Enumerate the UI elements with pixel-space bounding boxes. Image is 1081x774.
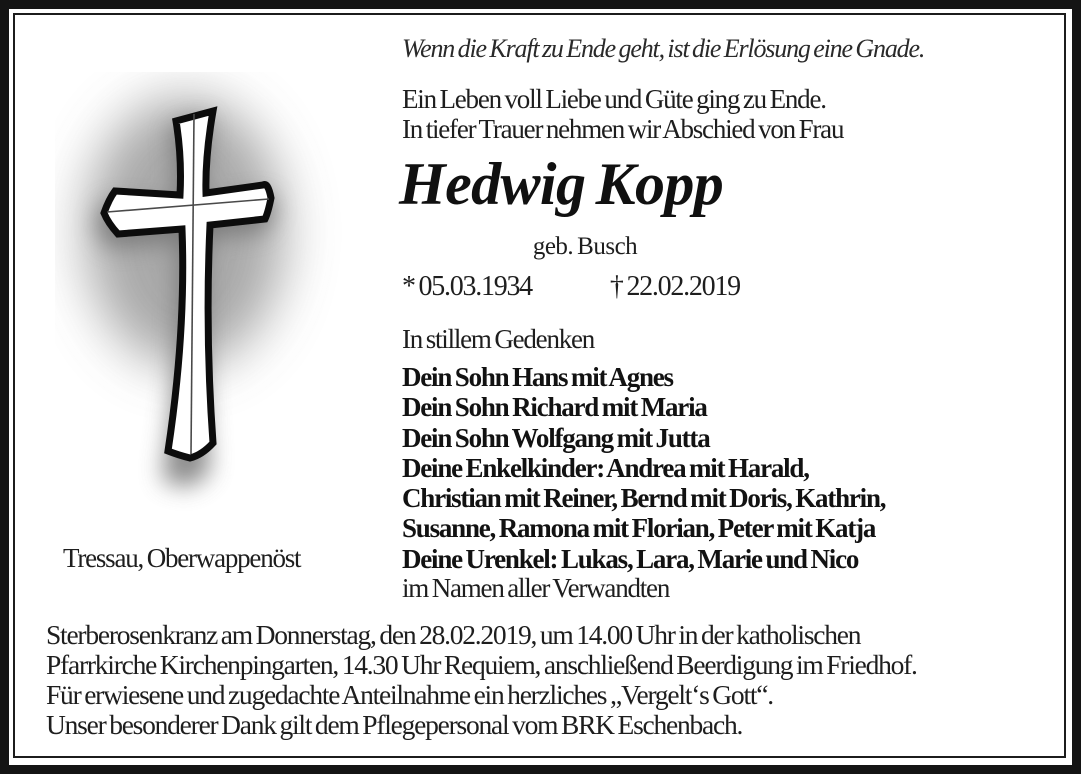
family-list (402, 362, 885, 574)
funeral-line: Für erwiesene und zugedachte Anteilnahme ein herzliches „Vergelt‘s Gott“. (46, 679, 773, 710)
remembrance-line: In stillem Gedenken (402, 324, 595, 354)
maiden-name: geb. Busch (532, 233, 638, 260)
family-line: Dein Sohn Hans mit Agnes (402, 362, 673, 392)
funeral-line: Sterberosenkranz am Donnerstag, den 28.02.2019, um 14.00 Uhr in der katholischen (46, 619, 861, 650)
funeral-details (46, 620, 917, 740)
funeral-line: Pfarrkirche Kirchenpingarten, 14.30 Uhr Requiem, anschließend Beerdigung im Friedhof. (46, 649, 917, 680)
intro-line-2: In tiefer Trauer nehmen wir Abschied von Frau (402, 114, 844, 144)
family-line: Christian mit Reiner, Bernd mit Doris, Kathrin, (402, 483, 886, 514)
death-date: † 22.02.2019 (609, 271, 740, 302)
family-line: Deine Enkelkinder: Andrea mit Harald, (402, 452, 809, 483)
epigraph-quote: Wenn die Kraft zu Ende geht, ist die Erlösung eine Gnade. (402, 34, 925, 63)
family-line: Dein Sohn Wolfgang mit Jutta (402, 422, 710, 453)
funeral-line: Unser besonderer Dank gilt dem Pflegepersonal vom BRK Eschenbach. (46, 709, 743, 740)
life-dates (402, 271, 740, 303)
intro-text (402, 84, 843, 144)
cross-icon (55, 72, 365, 512)
family-line: Susanne, Ramona mit Florian, Peter mit Katja (402, 513, 876, 544)
family-line: Deine Urenkel: Lukas, Lara, Marie und Nico (402, 543, 859, 574)
deceased-name: Hedwig Kopp (399, 151, 724, 217)
on-behalf-line: im Namen aller Verwandten (402, 573, 670, 603)
family-line: Dein Sohn Richard mit Maria (402, 392, 707, 423)
intro-line-1: Ein Leben voll Liebe und Güte ging zu Ende. (402, 84, 826, 114)
birth-date: * 05.03.1934 (402, 271, 532, 302)
location-line: Tressau, Oberwappenöst (63, 543, 301, 573)
cross-svg (55, 72, 365, 512)
